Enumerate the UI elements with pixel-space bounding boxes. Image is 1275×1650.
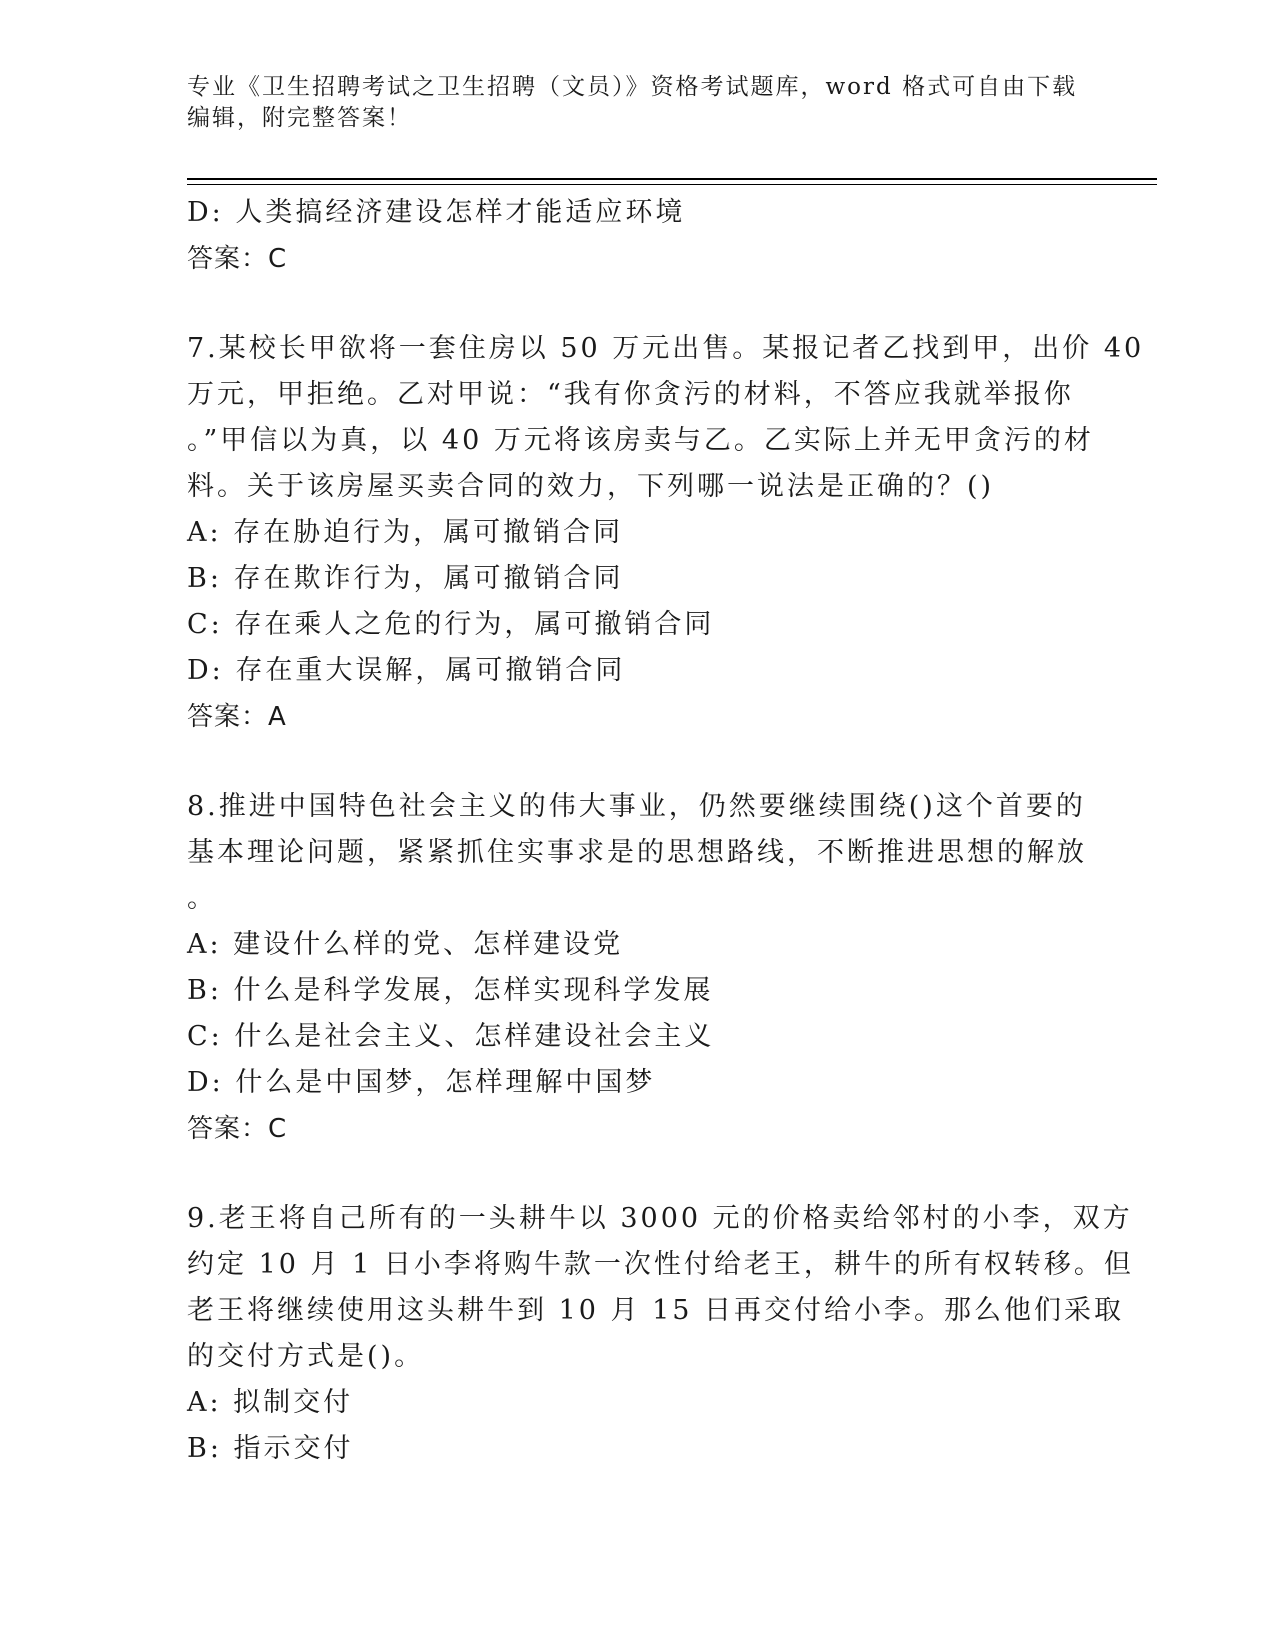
option-d: D: 人类搞经济建设怎样才能适应环境 bbox=[187, 197, 686, 228]
question-text-line: 。 bbox=[187, 883, 217, 914]
question-9 bbox=[187, 1196, 1134, 1472]
option-d: D: 什么是中国梦，怎样理解中国梦 bbox=[187, 1067, 656, 1098]
answer-line: 答案：C bbox=[187, 244, 288, 274]
question-7 bbox=[187, 326, 1145, 740]
previous-question-tail bbox=[187, 190, 1087, 282]
answer-line: 答案：C bbox=[187, 1114, 288, 1144]
spacer bbox=[187, 282, 1087, 326]
header-rule-thick bbox=[187, 178, 1157, 180]
question-text-line: 的交付方式是()。 bbox=[187, 1341, 425, 1372]
question-text-line: 老王将继续使用这头耕牛到 10 月 15 日再交付给小李。那么他们采取 bbox=[187, 1295, 1125, 1326]
document-body bbox=[187, 190, 1145, 1472]
option-a: A: 拟制交付 bbox=[187, 1387, 354, 1418]
question-text-line: 。”甲信以为真，以 40 万元将该房卖与乙。乙实际上并无甲贪污的材 bbox=[187, 425, 1094, 456]
answer-line: 答案：A bbox=[187, 702, 287, 732]
question-text-line: 料。关于该房屋买卖合同的效力，下列哪一说法是正确的？() bbox=[187, 471, 995, 502]
header-line-1: 专业《卫生招聘考试之卫生招聘（文员）》资格考试题库，word 格式可自由下载 bbox=[187, 74, 1078, 100]
question-text-line: 基本理论问题，紧紧抓住实事求是的思想路线，不断推进思想的解放 bbox=[187, 837, 1087, 868]
question-text-line: 7.某校长甲欲将一套住房以 50 万元出售。某报记者乙找到甲，出价 40 bbox=[187, 333, 1145, 364]
option-c: C: 存在乘人之危的行为，属可撤销合同 bbox=[187, 609, 715, 640]
document-header bbox=[187, 72, 1087, 134]
option-b: B: 存在欺诈行为，属可撤销合同 bbox=[187, 563, 624, 594]
header-line-2: 编辑，附完整答案！ bbox=[187, 105, 412, 131]
spacer bbox=[187, 1152, 1087, 1196]
option-d: D: 存在重大误解，属可撤销合同 bbox=[187, 655, 626, 686]
question-text-line: 约定 10 月 1 日小李将购牛款一次性付给老王，耕牛的所有权转移。但 bbox=[187, 1249, 1134, 1280]
question-text-line: 9.老王将自己所有的一头耕牛以 3000 元的价格卖给邻村的小李，双方 bbox=[187, 1203, 1133, 1234]
option-b: B: 指示交付 bbox=[187, 1433, 354, 1464]
question-8 bbox=[187, 784, 1087, 1152]
question-text-line: 万元，甲拒绝。乙对甲说：“我有你贪污的材料，不答应我就举报你 bbox=[187, 379, 1074, 410]
question-text-line: 8.推进中国特色社会主义的伟大事业，仍然要继续围绕()这个首要的 bbox=[187, 791, 1086, 822]
option-b: B: 什么是科学发展，怎样实现科学发展 bbox=[187, 975, 714, 1006]
header-rule-thin bbox=[187, 184, 1157, 185]
option-a: A: 存在胁迫行为，属可撤销合同 bbox=[187, 517, 624, 548]
spacer bbox=[187, 740, 1087, 784]
option-c: C: 什么是社会主义、怎样建设社会主义 bbox=[187, 1021, 715, 1052]
option-a: A: 建设什么样的党、怎样建设党 bbox=[187, 929, 624, 960]
